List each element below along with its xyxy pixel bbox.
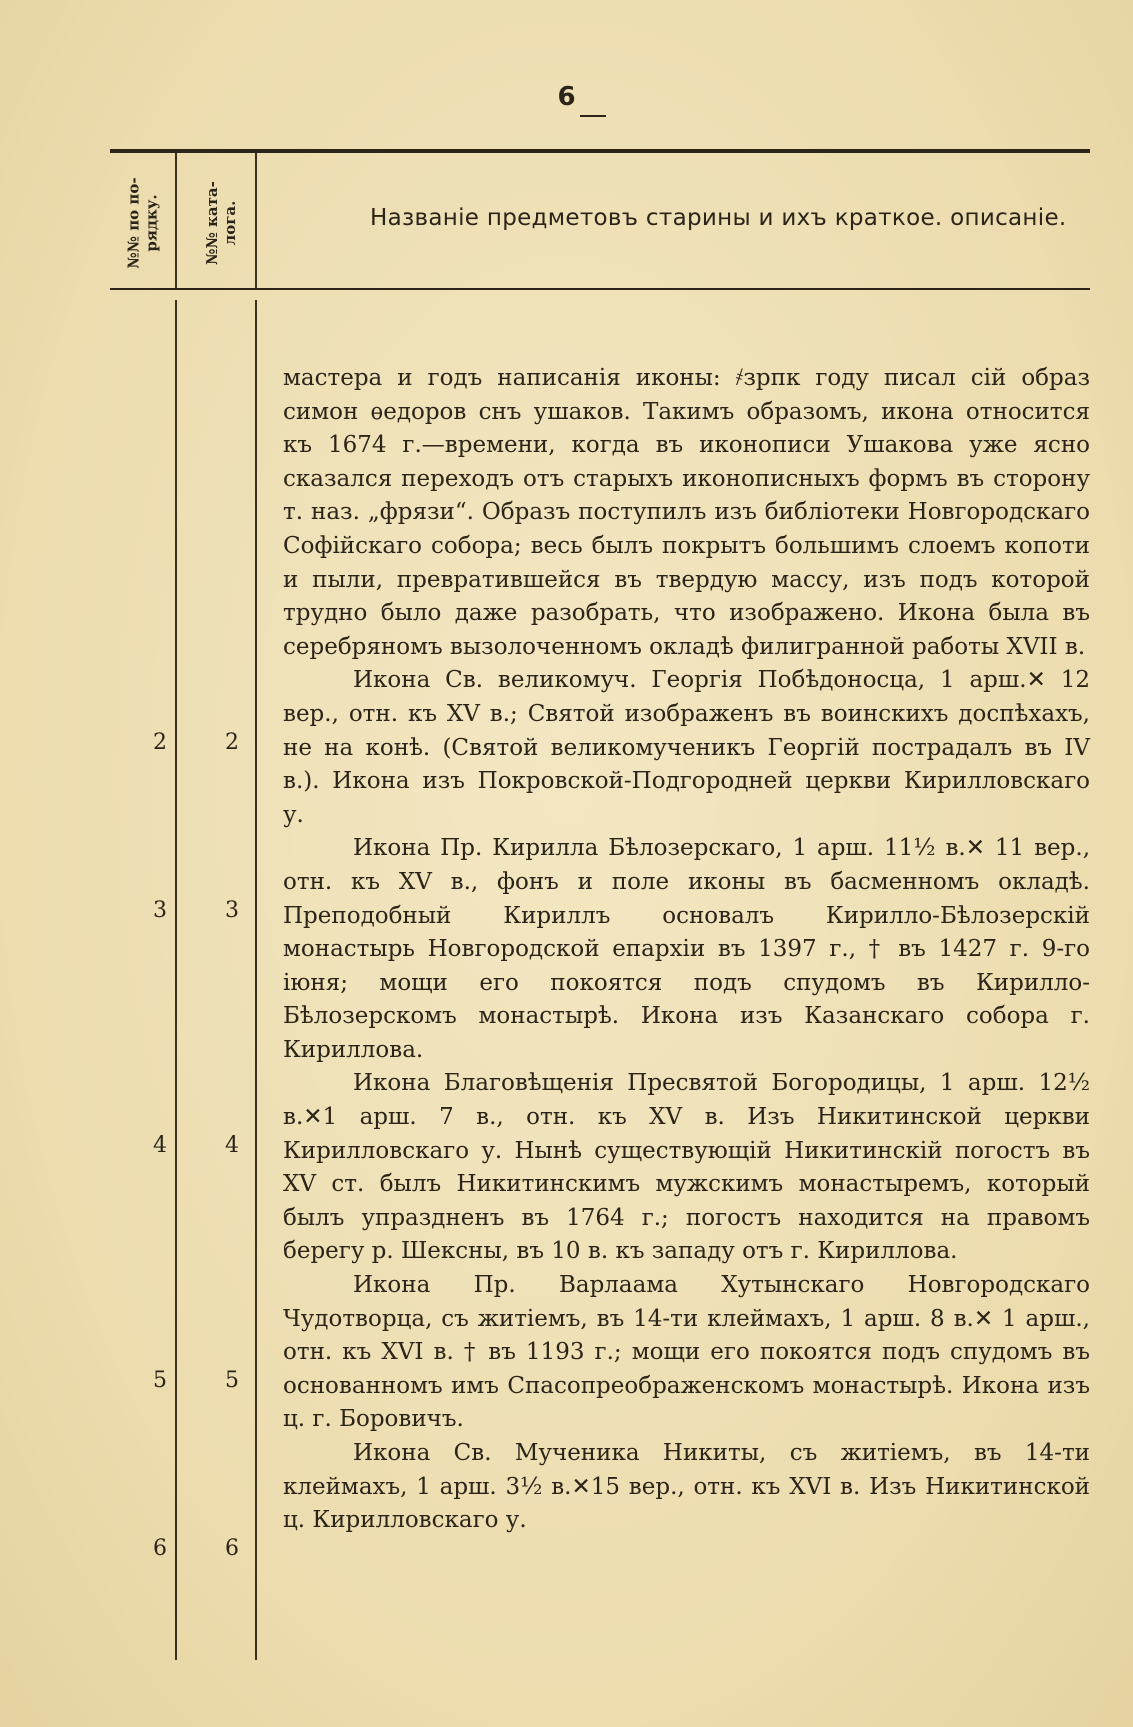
entry-6 xyxy=(283,1437,1090,1538)
row-seq-number: 6 xyxy=(153,1536,167,1561)
row-cat-number: 5 xyxy=(225,1368,239,1393)
description-column xyxy=(283,362,1090,1538)
entry-4 xyxy=(283,1067,1090,1269)
entry-text: Икона Пр. Кирилла Бѣлозерскаго, 1 арш. 11½ в.✕ 11 вер., отн. къ XV в., фонъ и поле иконы въ басменномъ окладѣ. Преподобный Кириллъ основалъ Кирилло-Бѣлозерскій монастырь Новгородской епархіи въ 1397 г., † въ 1427 г. 9-го іюня; мощи его покоятся подъ спудомъ въ Кирилло-Бѣлозерскомъ монастырѣ. Икона изъ Казанскаго собора г. Кириллова. xyxy=(283,835,1090,1063)
row-seq-number: 2 xyxy=(153,730,167,755)
column-header-title: Названіе предметовъ старины и ихъ краткое. описаніе. xyxy=(370,205,1067,231)
column-header-seq xyxy=(108,160,178,285)
entry-text: Икона Пр. Варлаама Хутынскаго Новгородскаго Чудотворца, съ житіемъ, въ 14-ти клеймахъ, 1 арш. 8 в.✕ 1 арш., отн. къ XVI в. † въ 1193 г.; мощи его покоятся подъ спудомъ въ основанномъ имъ Спасопреображенскомъ монастырѣ. Икона изъ ц. г. Боровичъ. xyxy=(283,1272,1090,1433)
column-header-cat xyxy=(186,160,256,285)
entry-continuation xyxy=(283,362,1090,664)
row-cat-number: 4 xyxy=(225,1133,239,1158)
column-divider-seq xyxy=(175,300,177,1660)
entry-text: Икона Св. Мученика Никиты, съ житіемъ, въ 14-ти клеймахъ, 1 арш. 3½ в.✕15 вер., отн. къ XVI в. Изъ Никитинской ц. Кирилловскаго у. xyxy=(283,1440,1090,1534)
entry-text: Икона Св. великомуч. Георгія Побѣдоносца, 1 арш.✕ 12 вер., отн. къ XV в.; Святой изображенъ въ воинскихъ доспѣхахъ, не на конѣ. (Святой великомученикъ Георгій пострадалъ въ IV в.). Икона изъ Покровской-Подгородней церкви Кирилловскаго у. xyxy=(283,667,1090,828)
entry-3 xyxy=(283,832,1090,1067)
row-seq-number: 3 xyxy=(153,898,167,923)
entry-5 xyxy=(283,1269,1090,1437)
page-number-underline xyxy=(580,115,606,117)
page-number: 6 xyxy=(557,82,576,112)
column-header-seq-label: №№ по по- рядку. xyxy=(125,176,161,269)
row-seq-number: 4 xyxy=(153,1133,167,1158)
row-cat-number: 3 xyxy=(225,898,239,923)
entry-text: мастера и годъ написанія иконы: ҂зрпк году писал сій образ симон ѳедоров снъ ушаков. Такимъ образомъ, икона относится къ 1674 г.—времени, когда въ иконописи Ушакова уже ясно сказался переходъ отъ старыхъ иконописныхъ формъ въ сторону т. наз. „фрязи“. Образъ поступилъ изъ библіотеки Новгородскаго Софійскаго собора; весь былъ покрытъ большимъ слоемъ копоти и пыли, превратившейся въ твердую массу, изъ подъ которой трудно было даже разобрать, что изображено. Икона была въ серебряномъ вызолоченномъ окладѣ филигранной работы XVII в. xyxy=(283,365,1090,660)
row-seq-number: 5 xyxy=(153,1368,167,1393)
row-cat-number: 2 xyxy=(225,730,239,755)
row-cat-number: 6 xyxy=(225,1536,239,1561)
table-top-rule xyxy=(110,149,1090,153)
column-header-cat-label: №№ ката- лога. xyxy=(203,180,239,265)
table-header-rule xyxy=(110,288,1090,290)
entry-text: Икона Благовѣщенія Пресвятой Богородицы, 1 арш. 12½ в.✕1 арш. 7 в., отн. къ XV в. Изъ Никитинской церкви Кирилловскаго у. Нынѣ существующій Никитинскій погостъ въ XV ст. былъ Никитинскимъ мужскимъ монастыремъ, который былъ упраздненъ въ 1764 г.; погостъ находится на правомъ берегу р. Шексны, въ 10 в. къ западу отъ г. Кириллова. xyxy=(283,1070,1090,1265)
entry-2 xyxy=(283,664,1090,832)
column-divider-cat xyxy=(255,300,257,1660)
